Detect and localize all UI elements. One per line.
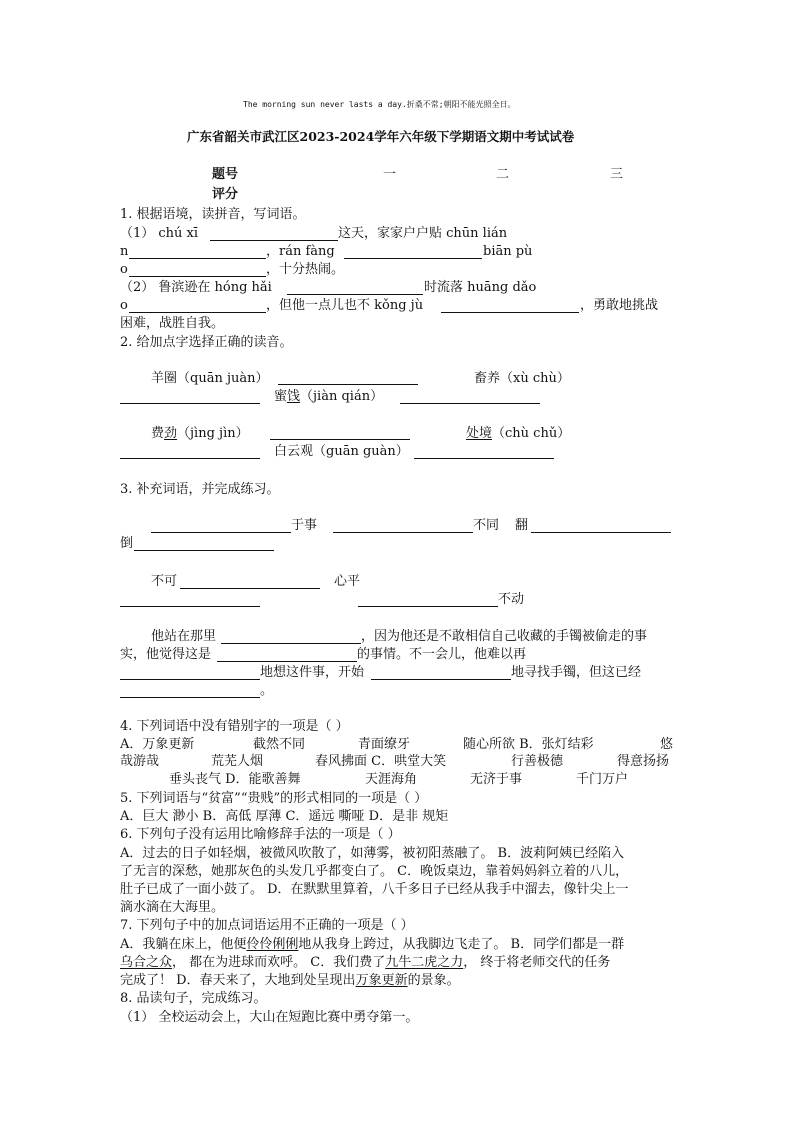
q1-line2-end: biān pù (483, 244, 533, 259)
q1-line2-letter: n (120, 244, 129, 259)
q7-line-1-text: A．我躺在床上，他便 (120, 937, 247, 952)
q2-blank-4[interactable] (270, 439, 410, 440)
q3-word-d: 倒 (120, 536, 134, 551)
q4-word: 得意扬扬 (617, 754, 670, 769)
q2-word-4-prefix: 费 (151, 426, 165, 441)
q5-options: A．巨大 渺小 B．高低 厚薄 C．遥远 嘶哑 D．是非 规矩 (120, 809, 449, 824)
q1-blank-7[interactable] (441, 312, 579, 313)
q3-para-blank-1[interactable] (221, 643, 361, 644)
q4-option-d: 垂头丧气 D．能歌善舞 (169, 772, 301, 787)
q7-line-1-rest: 地从我身上跨过，从我脚边飞走了。 B．同学们都是一群 (298, 937, 625, 952)
score-table-label-number: 题号 (212, 167, 239, 182)
q7-line-3 (120, 972, 460, 989)
q1-line5-mid: ，但他一点儿也不 kǒng jù (266, 298, 424, 313)
q3-para-6: 地寻找手镯，但这已经 (511, 665, 642, 680)
q3-blank-3[interactable] (531, 532, 671, 533)
q2-blank-6[interactable] (414, 458, 554, 459)
q1-line4-mid: 时流落 huāng dǎo (424, 280, 537, 295)
q1-line3-mid: ，十分热闹。 (266, 262, 345, 277)
q6-heading: 6. 下列句子没有运用比喻修辞手法的一项是（ ） (120, 827, 401, 842)
q7-dotted-word-4: 万象更新 (355, 973, 408, 988)
q3-word-a: 于事 (291, 518, 318, 533)
q1-line1-prefix: （1） chú xī (120, 226, 199, 241)
q4-heading: 4. 下列词语中没有错别字的一项是（ ） (120, 719, 349, 734)
score-table-col-2: 二 (496, 167, 510, 182)
score-table-label-score: 评分 (212, 187, 239, 202)
q1-line1-mid: 这天，家家户户贴 chūn lián (338, 226, 508, 241)
q3-para-blank-5[interactable] (120, 697, 260, 698)
page-title: 广东省韶关市武江区2023-2024学年六年级下学期语文期中考试试卷 (187, 129, 575, 144)
q3-para-blank-4[interactable] (371, 679, 511, 680)
q2-word-3 (274, 388, 383, 405)
q1-line4-prefix: （2） 鲁滨逊在 hóng hǎi (120, 280, 272, 295)
q3-para-blank-2[interactable] (217, 661, 357, 662)
q3-para-1: 他站在那里 (151, 629, 217, 644)
q1-line2-mid: ，rán fàng (266, 244, 335, 259)
q4-word: 无济于事 (470, 772, 523, 787)
q3-word-g: 不动 (498, 592, 525, 607)
q4-option-a: A．万象更新 (120, 737, 195, 752)
q4-word: 哉游哉 (120, 754, 160, 769)
q1-line3-letter: o (120, 262, 128, 277)
q7-line-3-rest: 的景象。 (407, 973, 460, 988)
q6-line-2: 了无言的深愁，她那灰色的头发几乎都变白了。 C．晚饭桌边，靠着妈妈斜立着的八儿， (120, 864, 629, 879)
q1-blank-3[interactable] (344, 258, 482, 259)
q2-word-1: 羊圈（quān juàn） (151, 371, 269, 386)
q2-word-5 (466, 425, 570, 442)
q3-word-f: 心平 (334, 574, 361, 589)
q7-line-2-text: ， 都在为进球而欢呼。 C．我们费了 (172, 955, 386, 970)
q3-blank-6[interactable] (120, 606, 260, 607)
q3-word-e: 不可 (151, 574, 178, 589)
q1-blank-6[interactable] (129, 312, 266, 313)
q1-line6: 困难，战胜自我。 (120, 316, 225, 331)
q2-blank-3[interactable] (400, 403, 540, 404)
q1-blank-1[interactable] (210, 240, 338, 241)
q2-word-3-pinyin: （jiàn qián） (300, 389, 384, 404)
q7-line-2-rest: ， 终于将老师交代的任务 (463, 955, 611, 970)
q3-blank-1[interactable] (151, 532, 291, 533)
q7-dotted-word-2: 乌合之众 (120, 955, 173, 970)
q4-option-b: 随心所欲 B．张灯结彩 (463, 737, 594, 752)
q3-para-5: 地想这件事，开始 (260, 665, 365, 680)
q2-blank-2[interactable] (120, 403, 260, 404)
q6-line-1: A．过去的日子如轻烟，被微风吹散了，如薄雾，被初阳蒸融了。 B．波莉阿姨已经陷入 (120, 846, 625, 861)
q7-line-3-text: 完成了！ D．春天来了，大地到处呈现出 (120, 973, 356, 988)
q4-option-c: 春风拂面 C．哄堂大笑 (315, 754, 447, 769)
q2-word-2: 畜养（xù chù） (474, 371, 570, 386)
q3-blank-2[interactable] (333, 532, 473, 533)
q3-para-7: 。 (260, 683, 274, 698)
q3-word-c: 翻 (515, 518, 529, 533)
q2-word-4 (151, 425, 249, 442)
q1-line5-letter: o (120, 298, 128, 313)
q1-heading: 1. 根据语境，读拼音，写词语。 (120, 207, 306, 222)
q7-line-1 (120, 936, 624, 953)
q6-line-4: 滴水滴在大海里。 (120, 900, 225, 915)
q2-heading: 2. 给加点字选择正确的读音。 (120, 335, 293, 350)
q3-heading: 3. 补充词语，并完成练习。 (120, 482, 280, 497)
q7-dotted-word-3: 九牛二虎之力 (385, 955, 464, 970)
q7-heading: 7. 下列句子中的加点词语运用不正确的一项是（ ） (120, 918, 414, 933)
q4-word: 天涯海角 (365, 772, 418, 787)
q3-para-2: ，因为他还是不敢相信自己收藏的手镯被偷走的事 (361, 629, 648, 644)
q4-word: 悠 (660, 737, 674, 752)
q3-para-blank-3[interactable] (120, 679, 260, 680)
q1-blank-5[interactable] (287, 294, 423, 295)
q3-word-b: 不同 (473, 518, 500, 533)
header-motto: The morning sun never lasts a day.折桑不常;朝阳不能光照全日。 (243, 100, 516, 109)
q7-line-2 (120, 954, 610, 971)
q3-blank-7[interactable] (358, 606, 498, 607)
q2-word-4-dotted: 劲 (164, 426, 178, 441)
q6-line-3: 肚子已成了一面小鼓了。 D．在默默里算着，八千多日子已经从我手中溜去，像针尖上一 (120, 882, 629, 897)
q8-heading: 8. 品读句子，完成练习。 (120, 991, 267, 1006)
q2-word-5-pinyin: （chù chǔ） (492, 426, 571, 441)
q5-heading: 5. 下列词语与“贫富”“贵贱”的形式相同的一项是（ ） (120, 791, 428, 806)
q1-blank-2[interactable] (129, 258, 266, 259)
q2-word-6: 白云观（guān guàn） (274, 444, 409, 459)
q8-line-1: （1） 全校运动会上，大山在短跑比赛中勇夺第一。 (120, 1010, 419, 1025)
q3-para-4: 的事情。不一会儿，他难以再 (357, 647, 527, 662)
q4-word: 截然不同 (253, 737, 306, 752)
q1-blank-4[interactable] (129, 276, 266, 277)
q2-blank-1[interactable] (278, 384, 418, 385)
q3-para-3: 实，他觉得这是 (120, 647, 212, 662)
q2-word-3-dotted: 饯 (287, 389, 301, 404)
q4-word: 行善极德 (511, 754, 564, 769)
q2-word-4-pinyin: （jìng jìn） (177, 426, 249, 441)
q2-word-3-prefix: 蜜 (274, 389, 288, 404)
score-table-col-3: 三 (610, 167, 624, 182)
q3-blank-5[interactable] (180, 588, 320, 589)
q2-blank-5[interactable] (120, 458, 260, 459)
score-table-col-1: 一 (383, 167, 397, 182)
q4-word: 千门万户 (576, 772, 629, 787)
q4-word: 荒芜人烟 (211, 754, 264, 769)
q7-dotted-word-1: 伶伶俐俐 (246, 937, 299, 952)
q2-word-5-dotted: 处境 (466, 426, 493, 441)
q4-word: 青面缭牙 (358, 737, 411, 752)
q1-line5-end: ，勇敢地挑战 (580, 298, 659, 313)
q3-blank-4[interactable] (134, 550, 274, 551)
